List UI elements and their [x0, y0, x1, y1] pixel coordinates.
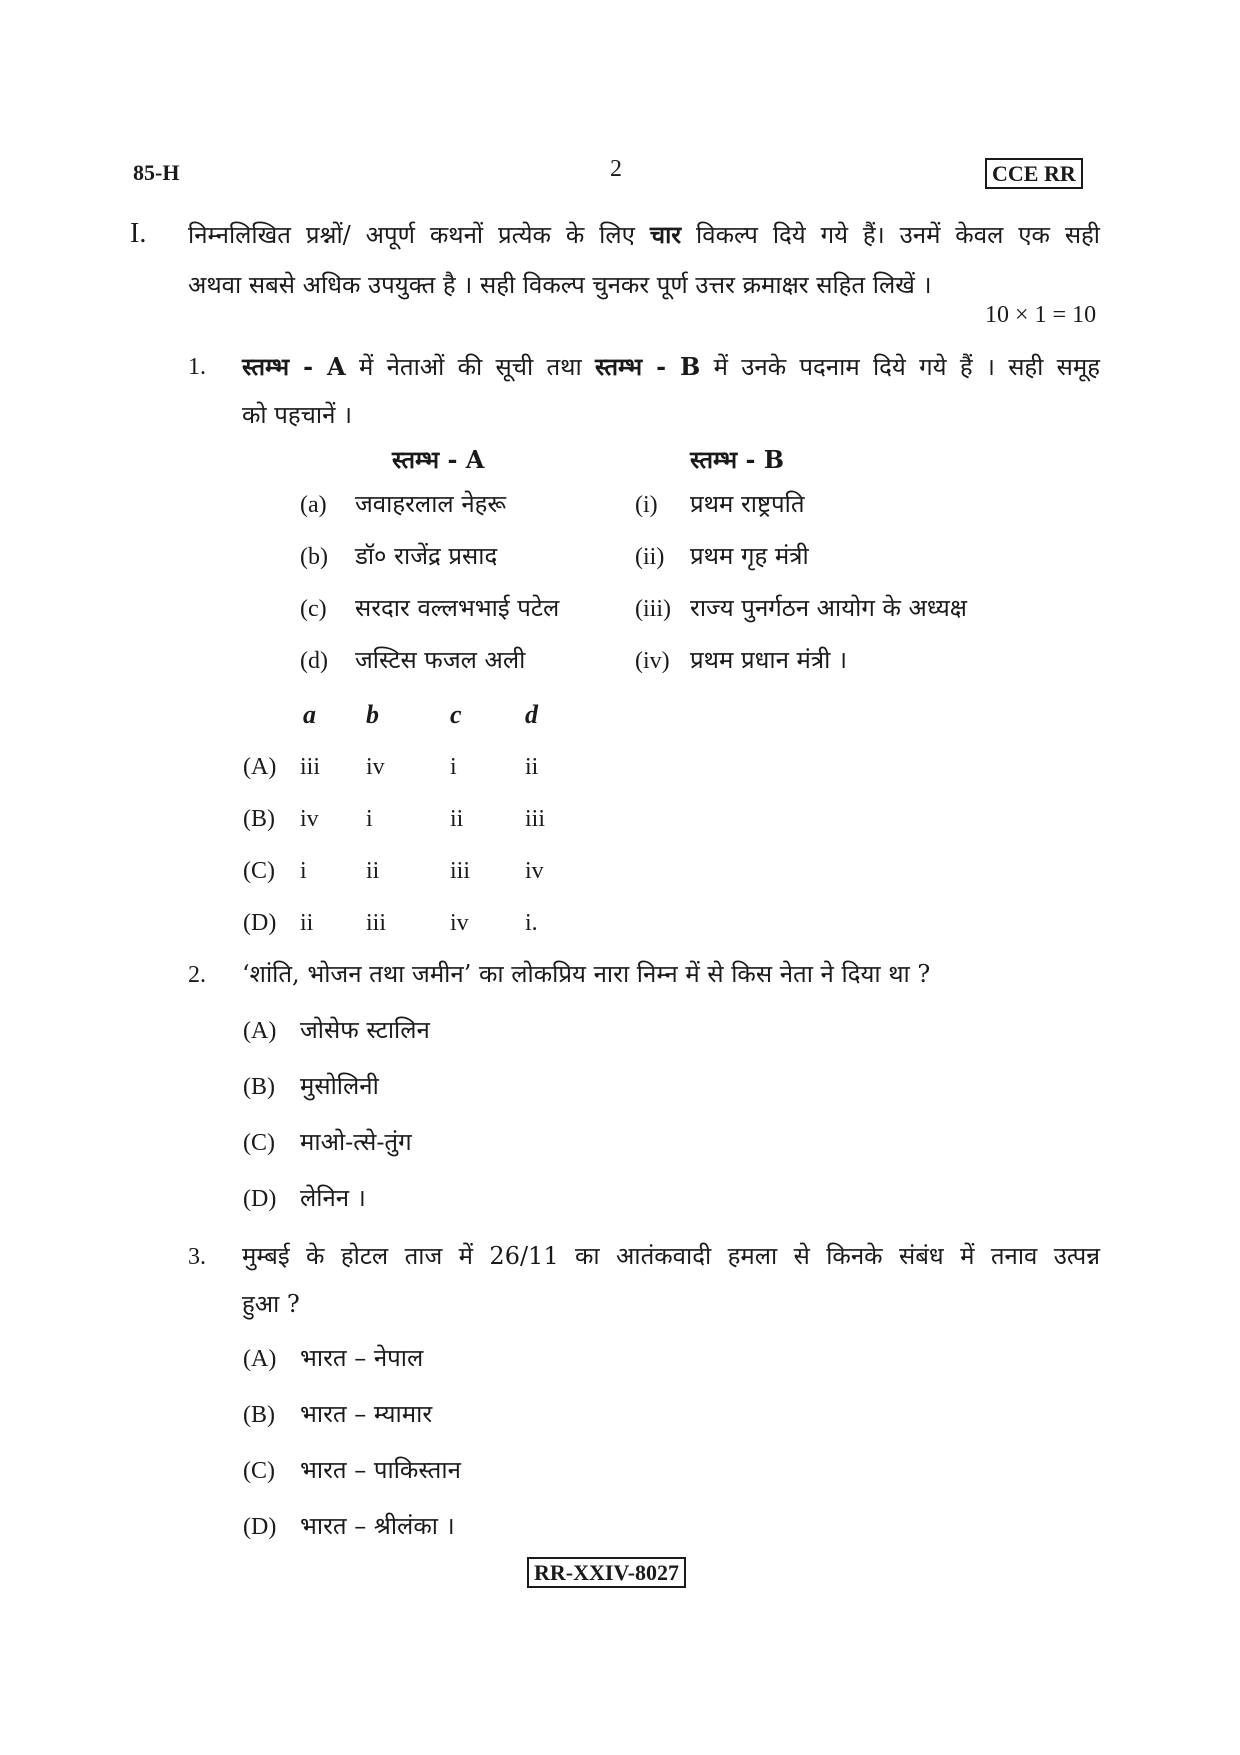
col-a-item: सरदार वल्लभभाई पटेल	[355, 594, 560, 622]
q3-option-key: (A)	[243, 1346, 277, 1372]
col-b-key: (i)	[635, 492, 658, 518]
answer-cell: iii	[450, 858, 471, 884]
answer-cell: ii	[366, 858, 380, 884]
answer-header-b: b	[366, 700, 379, 729]
answer-header-a: a	[303, 700, 316, 729]
q2-option-key: (C)	[243, 1130, 275, 1156]
answer-option-key: (C)	[243, 858, 275, 884]
instruction-line-1	[188, 218, 1100, 251]
q1-text-line-1	[242, 350, 1100, 383]
q2-option-key: (A)	[243, 1018, 277, 1044]
col-b-key: (ii)	[635, 544, 665, 570]
answer-cell: iii	[300, 754, 321, 780]
q3-option-key: (C)	[243, 1458, 275, 1484]
answer-cell: iii	[366, 910, 387, 936]
series-code: CCE RR	[985, 158, 1083, 189]
footer-code: RR-XXIV-8027	[527, 1557, 686, 1588]
paper-code: 85-H	[133, 160, 180, 185]
q3-text-line-1: मुम्बई के होटल ताज में 26/11 का आतंकवादी हमला से किनके संबंध में तनाव उत्पन्न	[242, 1242, 1100, 1270]
instruction-line-2: अथवा सबसे अधिक उपयुक्त है । सही विकल्प चुनकर पूर्ण उत्तर क्रमाक्षर सहित लिखें ।	[188, 271, 932, 299]
q2-option-key: (D)	[243, 1186, 277, 1212]
answer-cell: ii	[525, 754, 539, 780]
q1-number: 1.	[188, 354, 206, 380]
col-a-item: डॉ० राजेंद्र प्रसाद	[355, 542, 498, 570]
col-b-item: प्रथम गृह मंत्री	[690, 542, 809, 570]
q2-option-text: मुसोलिनी	[300, 1072, 379, 1100]
q2-text: ‘शांति, भोजन तथा जमीन’ का लोकप्रिय नारा निम्न में से किस नेता ने दिया था ?	[242, 960, 931, 988]
q3-option-text: भारत – नेपाल	[300, 1344, 424, 1372]
answer-header-c: c	[450, 700, 462, 729]
answer-cell: i	[450, 754, 457, 780]
col-b-item: प्रथम राष्ट्रपति	[690, 490, 805, 518]
answer-cell: iii	[525, 806, 546, 832]
answer-cell: i	[366, 806, 373, 832]
col-a-key: (c)	[300, 596, 327, 622]
answer-option-key: (B)	[243, 806, 275, 832]
col-b-key: (iii)	[635, 596, 671, 622]
answer-cell: iv	[366, 754, 385, 780]
instruction-bold-word: चार	[649, 220, 682, 249]
q3-text-line-2: हुआ ?	[242, 1290, 300, 1318]
q1-col-b-ref: स्तम्भ - B	[595, 352, 701, 381]
answer-header-d: d	[525, 700, 538, 729]
q2-option-key: (B)	[243, 1074, 275, 1100]
col-a-key: (a)	[300, 492, 327, 518]
q3-option-text: भारत – पाकिस्तान	[300, 1456, 461, 1484]
q1-text-mid-2: में उनके पदनाम दिये गये हैं । सही समूह	[713, 353, 1100, 381]
col-a-key: (d)	[300, 648, 328, 674]
answer-cell: ii	[300, 910, 314, 936]
answer-cell: iv	[525, 858, 544, 884]
q2-option-text: लेनिन ।	[300, 1184, 366, 1212]
col-a-key: (b)	[300, 544, 328, 570]
q3-number: 3.	[188, 1244, 206, 1270]
q2-option-text: जोसेफ स्टालिन	[300, 1016, 430, 1044]
q1-column-b-heading: स्तम्भ - B	[690, 445, 785, 474]
answer-cell: iv	[450, 910, 469, 936]
q1-text-mid-1: में नेताओं की सूची तथा	[358, 353, 582, 381]
col-a-item: जवाहरलाल नेहरू	[355, 490, 507, 518]
q2-option-text: माओ-त्से-तुंग	[300, 1128, 412, 1156]
q2-number: 2.	[188, 962, 206, 988]
instruction-text-post: विकल्प दिये गये हैं। उनमें केवल एक सही	[696, 221, 1100, 249]
col-b-item: राज्य पुनर्गठन आयोग के अध्यक्ष	[690, 594, 968, 622]
answer-cell: i	[300, 858, 307, 884]
answer-option-key: (D)	[243, 910, 277, 936]
answer-cell: iv	[300, 806, 319, 832]
answer-cell: i.	[525, 910, 538, 936]
answer-cell: ii	[450, 806, 464, 832]
section-number: I.	[130, 218, 147, 249]
answer-option-key: (A)	[243, 754, 277, 780]
q3-option-key: (D)	[243, 1514, 277, 1540]
col-b-item: प्रथम प्रधान मंत्री ।	[690, 646, 848, 674]
marks-scheme: 10 × 1 = 10	[985, 302, 1097, 328]
col-b-key: (iv)	[635, 648, 670, 674]
q1-column-a-heading: स्तम्भ - A	[392, 445, 485, 474]
q3-option-text: भारत – श्रीलंका ।	[300, 1512, 455, 1540]
q3-option-key: (B)	[243, 1402, 275, 1428]
q1-text-line-2: को पहचानें ।	[242, 401, 353, 429]
q1-col-a-ref: स्तम्भ - A	[242, 352, 346, 381]
instruction-text-pre: निम्नलिखित प्रश्नों/ अपूर्ण कथनों प्रत्येक के लिए	[188, 221, 635, 249]
page-number: 2	[610, 156, 622, 182]
q3-option-text: भारत – म्यामार	[300, 1400, 433, 1428]
col-a-item: जस्टिस फजल अली	[355, 646, 526, 674]
